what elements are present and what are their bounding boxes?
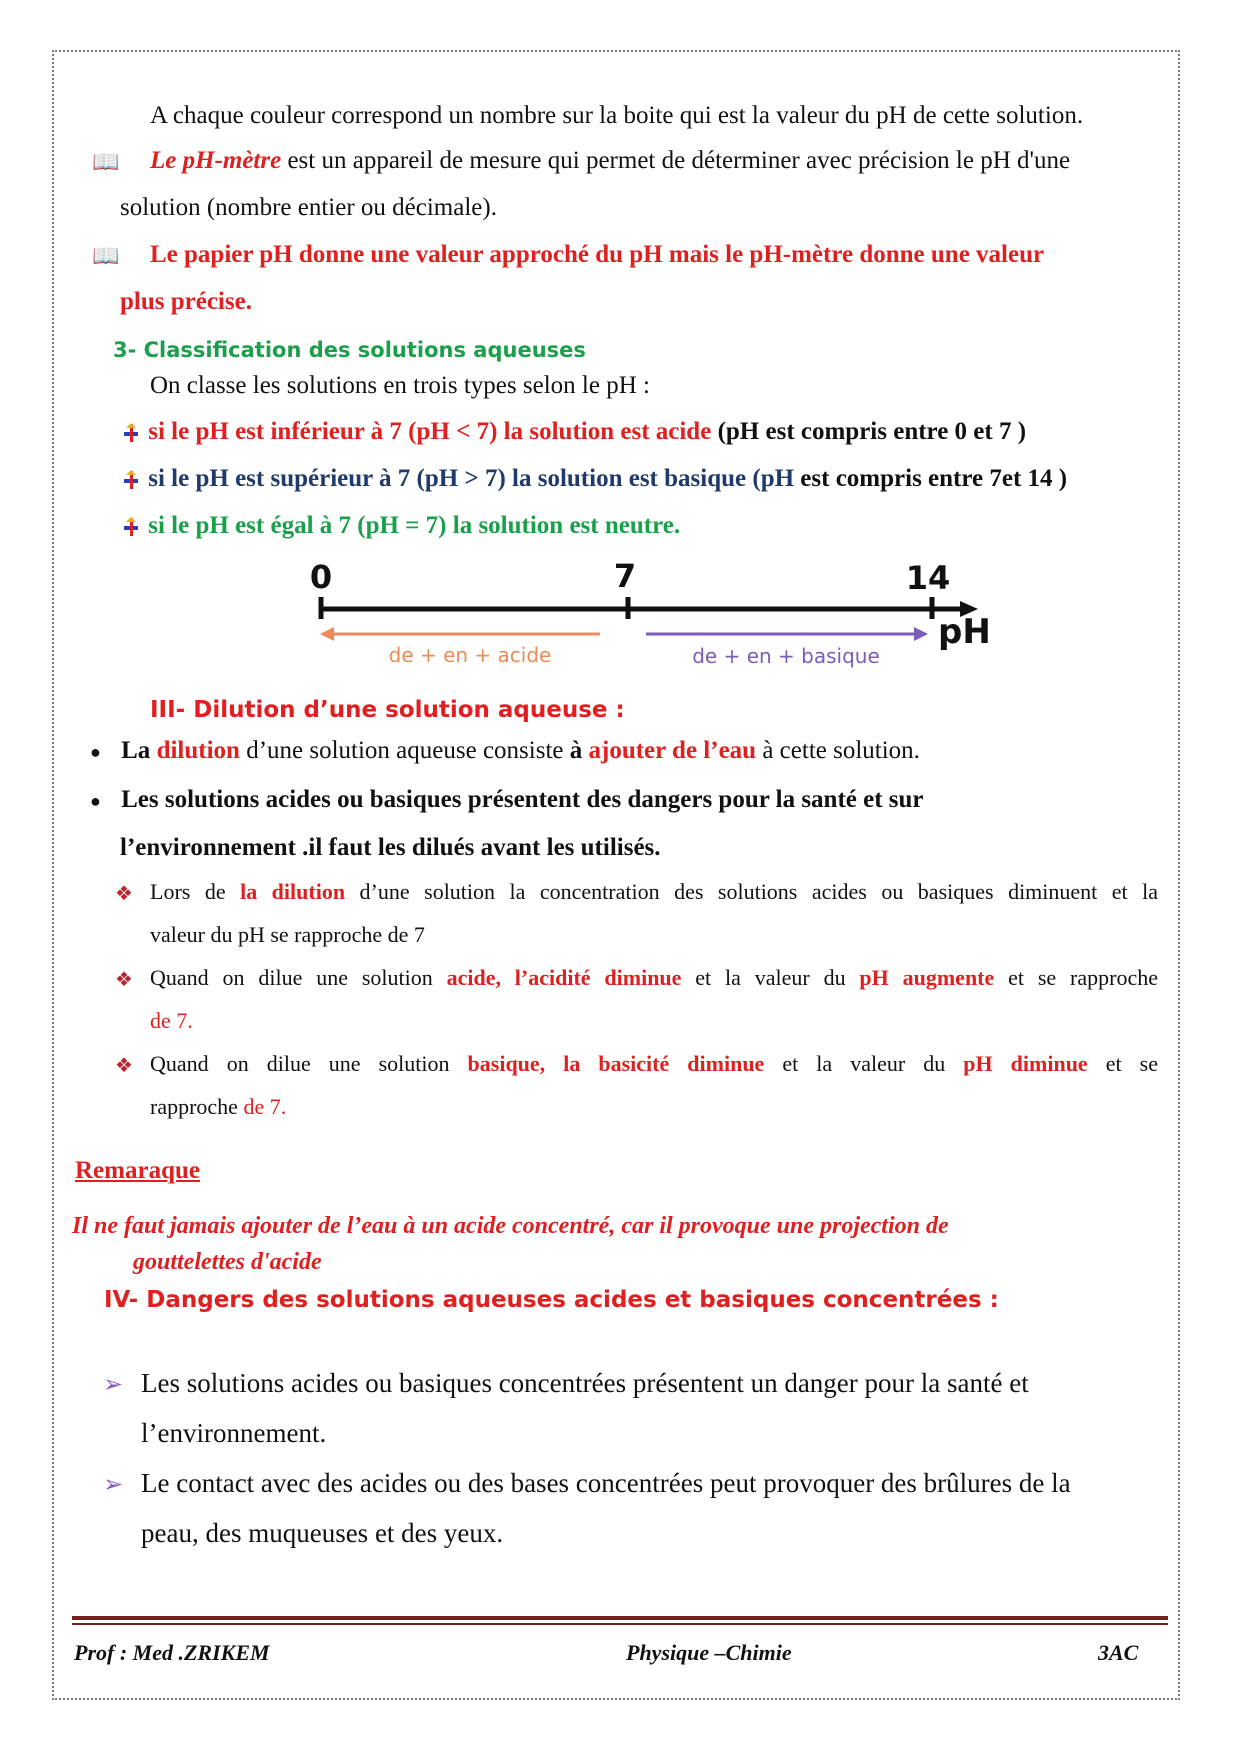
comparison-line-1 bbox=[150, 241, 1044, 269]
diamond-bullet-icon: ❖ bbox=[115, 1053, 133, 1077]
item1-text-b: l’environnement. bbox=[141, 1418, 327, 1448]
sub1-line-2 bbox=[150, 922, 425, 948]
diamond-bullet-icon: ❖ bbox=[115, 967, 133, 991]
remark-text-b: gouttelettes d'acide bbox=[133, 1249, 322, 1275]
book-icon: 📖 bbox=[92, 244, 120, 269]
section-3-intro bbox=[150, 372, 650, 400]
intro-text: A chaque couleur correspond un nombre sur la boite qui est la valeur du pH de cette solution. bbox=[150, 102, 1084, 129]
section-4-item-2-cont bbox=[141, 1518, 503, 1549]
sub2-p1: Quand on dilue une solution bbox=[150, 965, 447, 990]
section-4-item-1-cont bbox=[141, 1418, 326, 1449]
sub2-line-1 bbox=[150, 965, 1158, 991]
sub1-p2: la dilution bbox=[240, 879, 346, 904]
sub1-p3: d’une solution la concentration des solutions acides ou basiques diminuent et la bbox=[345, 879, 1159, 904]
bullet1-p3: d’une solution aqueuse consiste bbox=[239, 737, 570, 764]
bullet1-p1: La bbox=[121, 737, 157, 764]
item2-text-b: peau, des muqueuses et des yeux. bbox=[141, 1518, 504, 1548]
bullet1-p6: à cette solution. bbox=[756, 737, 920, 764]
intro-line bbox=[150, 102, 1083, 130]
footer-author-text: Prof : Med .ZRIKEM bbox=[74, 1640, 270, 1665]
sub1-p1: Lors de bbox=[150, 879, 241, 904]
basic-direction-label: de + en + basique bbox=[692, 644, 880, 668]
footer-subject-text: Physique –Chimie bbox=[626, 1640, 792, 1665]
acid-main-text: si le pH est inférieur à 7 (pH < 7) la solution est acide bbox=[148, 418, 712, 445]
label-14: 14 bbox=[905, 559, 951, 597]
section-dilution-title bbox=[150, 697, 625, 723]
acid-direction-label: de + en + acide bbox=[388, 643, 552, 667]
diamond-bullet-icon: ❖ bbox=[115, 881, 133, 905]
sub3-p6: rapproche bbox=[150, 1094, 244, 1119]
basic-main-text: si le pH est supérieur à 7 (pH > 7) la solution est basique (pH bbox=[148, 465, 795, 492]
sub2-p5: et se rapproche bbox=[994, 965, 1158, 990]
section-4-title-text: IV- Dangers des solutions aqueuses acides et basiques concentrées : bbox=[104, 1287, 999, 1313]
section-3-title-text: 3- Classification des solutions aqueuses bbox=[113, 338, 586, 362]
sub2-line-2 bbox=[150, 1008, 193, 1034]
phmetre-line-1 bbox=[150, 147, 1070, 175]
section-4-title bbox=[104, 1287, 999, 1313]
bullet-dot-icon: ● bbox=[90, 790, 101, 811]
basic-arrowhead bbox=[914, 627, 928, 641]
classification-neutral bbox=[120, 512, 680, 540]
label-7: 7 bbox=[613, 557, 637, 595]
item1-text-a: Les solutions acides ou basiques concentrées présentent un danger pour la santé et bbox=[141, 1368, 1029, 1398]
bullet1-p5: ajouter de l’eau bbox=[588, 737, 757, 764]
bullet-dot-icon: ● bbox=[90, 741, 101, 762]
dilution-bullet-2-cont bbox=[120, 834, 661, 862]
sub2-p6: de 7. bbox=[150, 1008, 193, 1033]
sub2-p4: pH augmente bbox=[859, 965, 995, 990]
bullet1-p4: à bbox=[569, 737, 589, 764]
footer-level bbox=[1098, 1640, 1138, 1666]
footer-rule-thin bbox=[72, 1623, 1168, 1625]
section-3-intro-text: On classe les solutions en trois types selon le pH : bbox=[150, 372, 650, 399]
sub3-line-2 bbox=[150, 1094, 286, 1120]
sub3-p5: et se bbox=[1087, 1051, 1158, 1076]
label-0: 0 bbox=[309, 558, 333, 596]
item2-text-a: Le contact avec des acides ou des bases concentrées peut provoquer des brûlures de la bbox=[141, 1468, 1071, 1498]
comparison-line-2 bbox=[120, 288, 252, 316]
phmetre-line-2 bbox=[120, 194, 497, 222]
phmetre-text-a: est un appareil de mesure qui permet de déterminer avec précision le pH d'une bbox=[281, 147, 1071, 174]
triangle-bullet-icon: ➢ bbox=[103, 1470, 124, 1498]
sub2-p3: et la valeur du bbox=[681, 965, 860, 990]
neutral-main-text: si le pH est égal à 7 (pH = 7) la solution est neutre. bbox=[148, 512, 681, 539]
bullet2-line-b: l’environnement .il faut les dilués avant les utilisés. bbox=[120, 834, 661, 861]
comparison-text-b: plus précise. bbox=[120, 288, 252, 315]
bullet2-line-a: Les solutions acides ou basiques présentent des dangers pour la santé et sur bbox=[121, 786, 924, 813]
ph-scale-diagram bbox=[290, 555, 1010, 675]
sub1-p4: valeur du pH se rapproche de 7 bbox=[150, 922, 425, 947]
classification-basic bbox=[120, 465, 1067, 493]
remark-title bbox=[75, 1157, 200, 1185]
dilution-bullet-2 bbox=[90, 786, 924, 814]
sub2-p2: acide, l’acidité diminue bbox=[446, 965, 682, 990]
bullet1-p2: dilution bbox=[156, 737, 240, 764]
phmetre-text-b: solution (nombre entier ou décimale). bbox=[120, 194, 497, 221]
triangle-bullet-icon: ➢ bbox=[103, 1370, 124, 1398]
comparison-text-a: Le papier pH donne une valeur approché du pH mais le pH-mètre donne une valeur bbox=[150, 241, 1045, 268]
book-icon: 📖 bbox=[92, 150, 120, 175]
footer-subject bbox=[626, 1640, 792, 1666]
remark-line-2 bbox=[133, 1249, 322, 1276]
sub1-line-1 bbox=[150, 879, 1158, 905]
ph-axis-label: pH bbox=[938, 612, 991, 652]
arrow-bullet-icon bbox=[120, 516, 142, 538]
remark-line-1 bbox=[72, 1213, 949, 1240]
sub3-p2: basique, la basicité diminue bbox=[467, 1051, 765, 1076]
arrow-bullet-icon bbox=[120, 469, 142, 491]
sub3-p4: pH diminue bbox=[963, 1051, 1088, 1076]
section-4-item-2 bbox=[141, 1468, 1071, 1499]
acid-arrowhead bbox=[320, 627, 334, 641]
sub3-p7: de 7. bbox=[243, 1094, 287, 1119]
sub3-p3: et la valeur du bbox=[764, 1051, 964, 1076]
section-4-item-1 bbox=[141, 1368, 1029, 1399]
remark-title-text: Remaraque bbox=[75, 1157, 200, 1184]
dilution-bullet-1 bbox=[90, 737, 920, 765]
classification-acid bbox=[120, 418, 1026, 446]
sub3-line-1 bbox=[150, 1051, 1158, 1077]
section-3-title bbox=[113, 338, 586, 362]
phmetre-term: Le pH-mètre bbox=[150, 147, 282, 174]
basic-range-text: est compris entre 7et 14 ) bbox=[794, 465, 1068, 492]
footer-rule-thick bbox=[72, 1616, 1168, 1620]
acid-range-text: (pH est compris entre 0 et 7 ) bbox=[711, 418, 1027, 445]
section-dilution-title-text: III- Dilution d’une solution aqueuse : bbox=[150, 697, 625, 723]
footer-author bbox=[74, 1640, 270, 1666]
remark-text-a: Il ne faut jamais ajouter de l’eau à un acide concentré, car il provoque une projection de bbox=[72, 1213, 949, 1239]
sub3-p1: Quand on dilue une solution bbox=[150, 1051, 468, 1076]
footer-level-text: 3AC bbox=[1098, 1640, 1139, 1665]
arrow-bullet-icon bbox=[120, 422, 142, 444]
